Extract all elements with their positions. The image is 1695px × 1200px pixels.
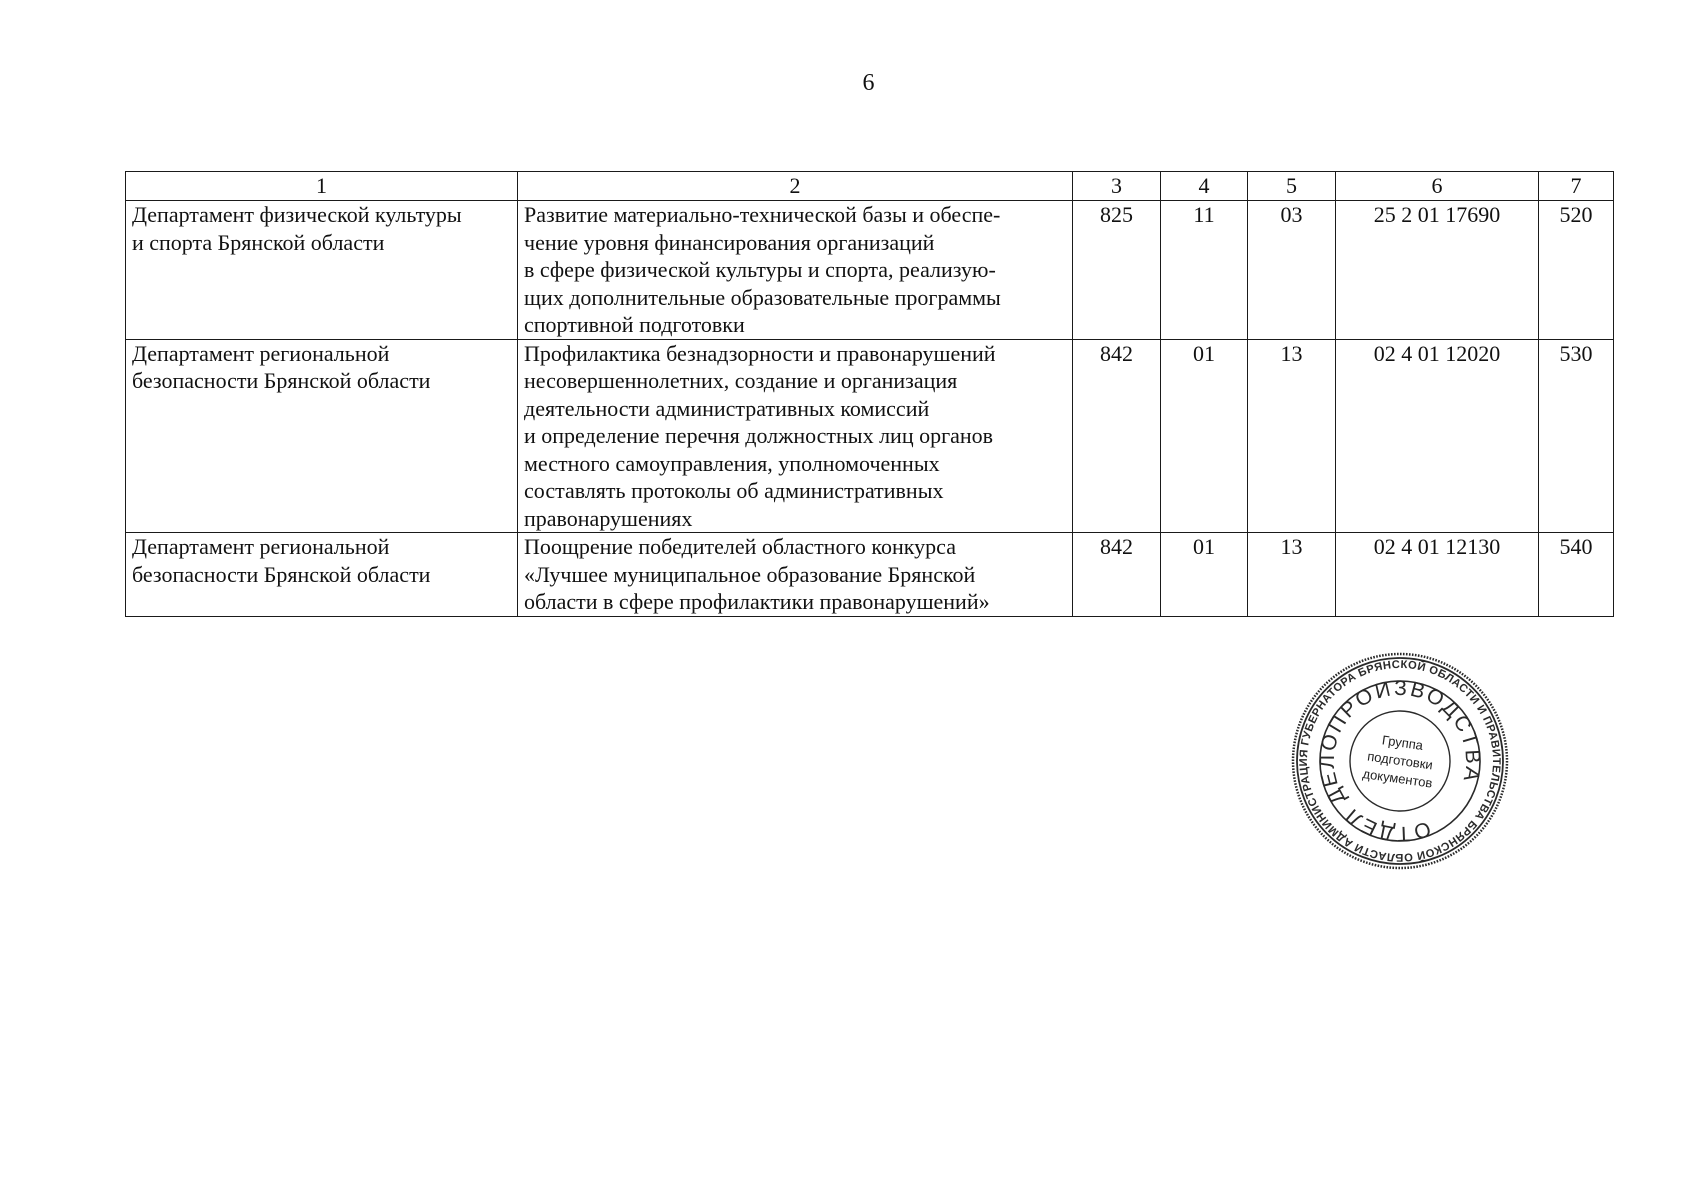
column-header: 2 <box>518 172 1073 201</box>
column-header: 1 <box>126 172 518 201</box>
expense-type-cell: 540 <box>1539 533 1614 617</box>
ministry-code-cell: 842 <box>1073 339 1161 533</box>
ministry-code-cell: 842 <box>1073 533 1161 617</box>
subsection-code-cell: 03 <box>1248 201 1336 340</box>
subsection-code-cell: 13 <box>1248 339 1336 533</box>
subsection-code-cell: 13 <box>1248 533 1336 617</box>
office-stamp <box>1290 651 1510 871</box>
stamp-center-label <box>1276 637 1524 885</box>
target-article-cell: 02 4 01 12130 <box>1336 533 1539 617</box>
column-header: 4 <box>1161 172 1248 201</box>
target-article-cell: 25 2 01 17690 <box>1336 201 1539 340</box>
stamp-inner-text: ОТДЕЛ ДЕЛОПРОИЗВОДСТВА <box>1315 676 1485 846</box>
stamp-center-line: Группа <box>1381 732 1425 753</box>
description-cell: Профилактика безнадзорности и правонарушений несовершеннолетних, создание и организация деятельности административных комиссий и определение перечня должностных лиц органов местного самоуправления, уполномоченных составлять протоколы об административных правонарушениях <box>518 339 1073 533</box>
column-header: 7 <box>1539 172 1614 201</box>
description-cell: Поощрение победителей областного конкурса «Лучшее муниципальное образование Брянской области в сфере профилактики правонарушений» <box>518 533 1073 617</box>
section-code-cell: 01 <box>1161 339 1248 533</box>
department-cell: Департамент физической культуры и спорта Брянской области <box>126 201 518 340</box>
page-number: 6 <box>862 70 875 96</box>
table-row <box>126 533 1614 617</box>
department-cell: Департамент региональной безопасности Брянской области <box>126 339 518 533</box>
table-row <box>126 339 1614 533</box>
stamp-outer-text: АДМИНИСТРАЦИЯ ГУБЕРНАТОРА БРЯНСКОЙ ОБЛАСТИ И ПРАВИТЕЛЬСТВА БРЯНСКОЙ ОБЛАСТИ <box>1297 658 1503 864</box>
table-row <box>126 201 1614 340</box>
description-cell: Развитие материально-технической базы и обеспе- чение уровня финансирования организаций в сфере физической культуры и спорта, реализую- щих дополнительные образовательные программы спортивной подготовки <box>518 201 1073 340</box>
column-header: 6 <box>1336 172 1539 201</box>
column-header: 3 <box>1073 172 1161 201</box>
ministry-code-cell: 825 <box>1073 201 1161 340</box>
table-header-row <box>126 172 1614 201</box>
department-cell: Департамент региональной безопасности Брянской области <box>126 533 518 617</box>
budget-table <box>125 171 1614 617</box>
stamp-center-line: документов <box>1361 766 1434 791</box>
section-code-cell: 11 <box>1161 201 1248 340</box>
section-code-cell: 01 <box>1161 533 1248 617</box>
column-header: 5 <box>1248 172 1336 201</box>
expense-type-cell: 530 <box>1539 339 1614 533</box>
expense-type-cell: 520 <box>1539 201 1614 340</box>
target-article-cell: 02 4 01 12020 <box>1336 339 1539 533</box>
stamp-center-line: подготовки <box>1366 748 1434 773</box>
